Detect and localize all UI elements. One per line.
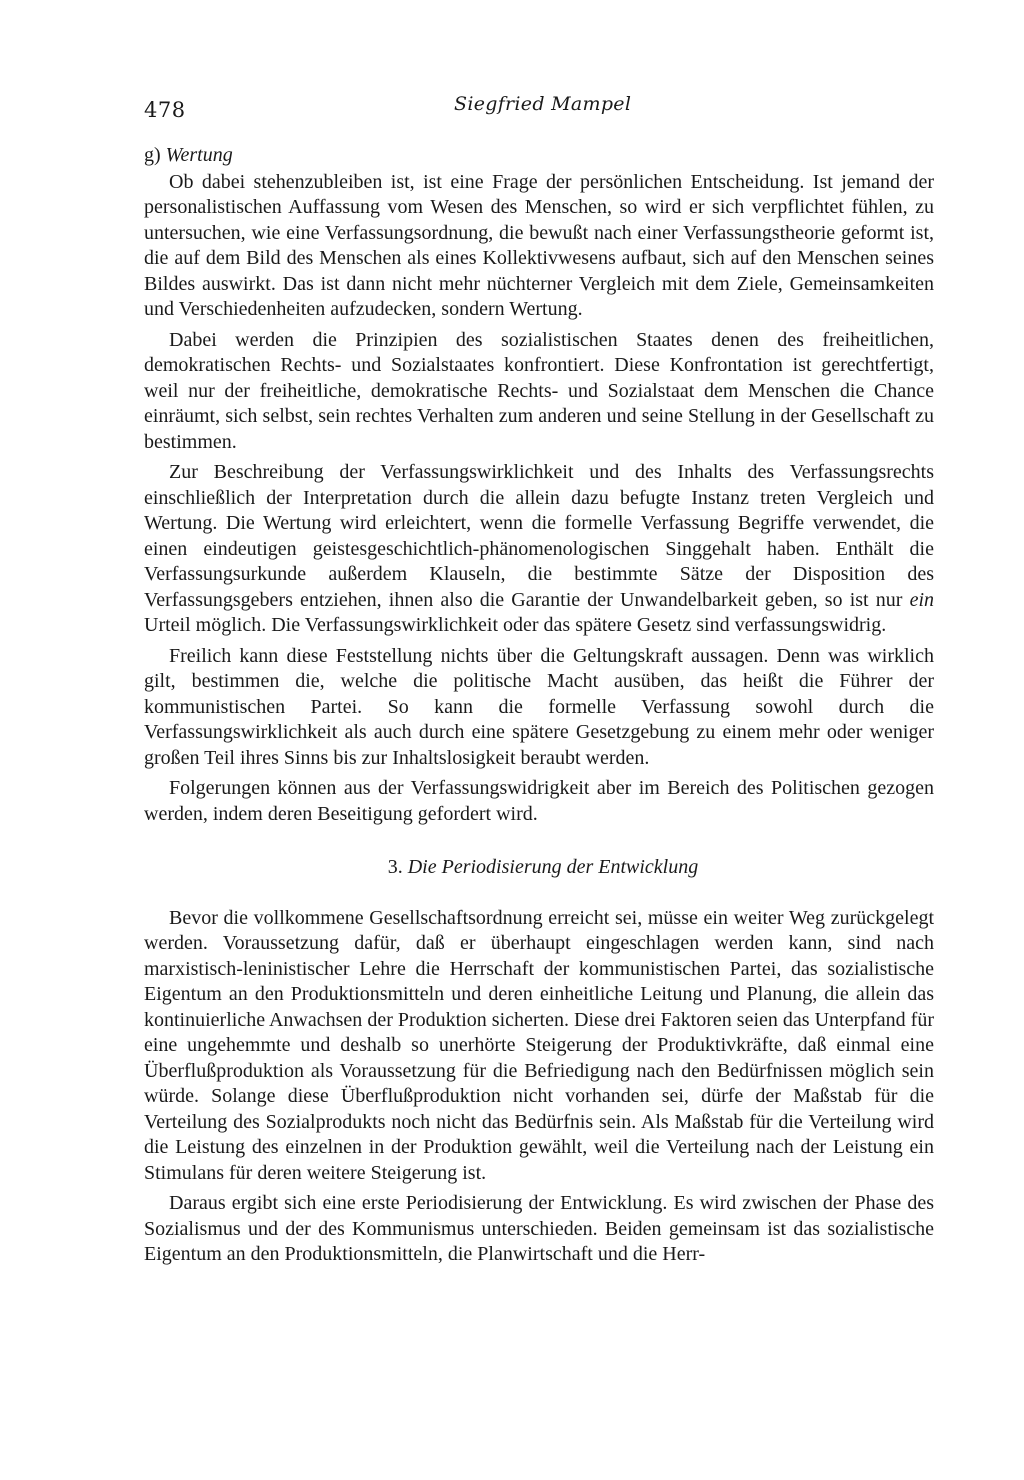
section-heading-3 xyxy=(152,855,934,881)
section-title: Die Periodisierung der Entwicklung xyxy=(407,856,699,878)
paragraph-text: Zur Beschreibung der Verfassungswirklichkeit und des Inhalts des Verfassungsrechts einschließlich der Interpretation durch die allein dazu befugte Instanz treten Vergleich und Wertung. Die Wertung wird erleichtert, wenn die formelle Verfassung Begriffe verwendet, die einen eindeutigen geistesgeschichtlich-phänomenologischen Singgehalt haben. Enthält die Verfassungsurkunde außerdem Klauseln, die bestimmte Sätze der Disposition des Verfassungsgebers entziehen, ihnen also die Garantie der Unwandelbarkeit geben, so ist nur xyxy=(144,461,934,611)
paragraph: Bevor die vollkommene Gesellschaftsordnung erreicht sei, müsse ein weiter Weg zurückgelegt werden. Voraussetzung dafür, daß er überhaupt eingeschlagen werden kann, sind nach marxistisch-leninistischer Lehre die Herrschaft der kommunistischen Partei, das sozialistische Eigentum an den Produktionsmitteln und deren einheitliche Leitung und Planung, die allein das kontinuierliche Anwachsen der Produktion sicherten. Diese drei Faktoren seien das Unterpfand für eine ungehemmte und deshalb so unerhörte Steigerung der Produktivkräfte, daß einmal eine Überflußproduktion als Voraussetzung für die Befriedigung nach den Bedürfnissen möglich sein würde. Solange diese Überflußproduktion nicht vorhanden sei, dürfe der Maßstab für die Verteilung des Sozialprodukts noch nicht das Bedürfnis sein. Als Maßstab für die Verteilung wird die Leistung des einzelnen in der Produktion gewählt, weil die Verteilung nach der Leistung ein Stimulans für deren weitere Steigerung ist. xyxy=(144,906,934,1184)
paragraph-text: Urteil möglich. Die Verfassungswirklichkeit oder das spätere Gesetz sind verfassungswidrig. xyxy=(144,614,887,636)
paragraph: Daraus ergibt sich eine erste Periodisierung der Entwicklung. Es wird zwischen der Phase des Sozialismus und der des Kommunismus unterschieden. Beiden gemeinsam ist das sozialistische Eigentum an den Produktionsmitteln, die Planwirtschaft und die Herr- xyxy=(144,1192,934,1265)
subsection-label: g) xyxy=(144,144,161,166)
subsection-heading-g xyxy=(144,143,934,169)
body-text xyxy=(144,143,934,1273)
page-number: 478 xyxy=(144,98,186,122)
paragraph: Dabei werden die Prinzipien des sozialistischen Staates denen des freiheitlichen, demokratischen Rechts- und Sozialstaates konfrontiert. Diese Konfrontation ist gerechtfertigt, weil nur der freiheitliche, demokratische Rechts- und Sozialstaat dem Menschen die Chance einräumt, sich selbst, sein rechtes Verhalten zum anderen und seine Stellung in der Gesellschaft zu bestimmen. xyxy=(144,328,934,453)
running-head-author: Siegfried Mampel xyxy=(454,93,632,115)
paragraph: Folgerungen können aus der Verfassungswidrigkeit aber im Bereich des Politischen gezogen werden, indem deren Beseitigung gefordert wird. xyxy=(144,777,934,825)
section-number: 3. xyxy=(387,856,403,878)
paragraph xyxy=(144,460,934,639)
emphasized-word: ein xyxy=(909,588,934,611)
subsection-title: Wertung xyxy=(165,144,233,166)
paragraph: Freilich kann diese Feststellung nichts über die Geltungskraft aussagen. Denn was wirklich gilt, bestimmen die, welche die politische Macht ausüben, das heißt die Führer der kommunistischen Partei. So kann die formelle Verfassung sowohl durch die Verfassungswirklichkeit als auch durch eine spätere Gesetzgebung zu einem mehr oder weniger großen Teil ihres Sinns bis zur Inhaltslosigkeit beraubt werden. xyxy=(144,644,934,769)
paragraph: Ob dabei stehenzubleiben ist, ist eine Frage der persönlichen Entscheidung. Ist jemand der personalistischen Auffassung vom Wesen des Menschen, so wird er sich verpflichtet fühlen, zu untersuchen, wie eine Verfassungsordnung, die bewußt nach einer Verfassungstheorie geformt ist, die auf dem Bild des Menschen als eines Kollektivwesens aufbaut, sich auf den Menschen seines Bildes auswirkt. Das ist dann nicht mehr nüchterner Vergleich mit dem Ziele, Gemeinsamkeiten und Verschiedenheiten aufzudecken, sondern Wertung. xyxy=(144,170,934,320)
